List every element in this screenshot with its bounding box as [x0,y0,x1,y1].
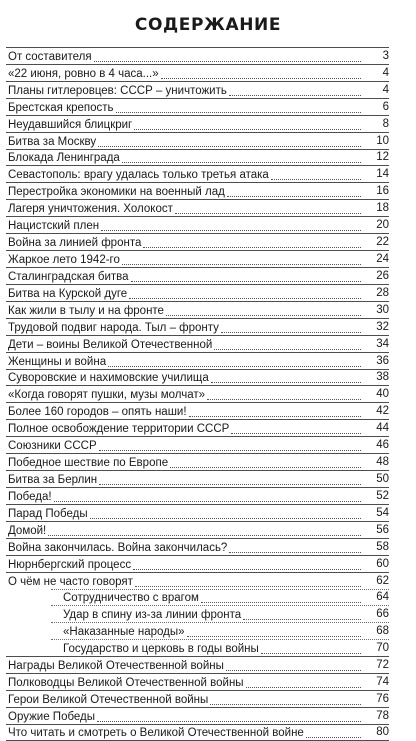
toc-entry-line [8,337,361,352]
toc-entry-title: Дети – воины Великой Отечественной [8,338,213,351]
dot-leader [161,77,361,79]
toc-page-number: 38 [376,371,389,384]
toc-entry-line [63,590,361,605]
dot-leader [231,432,361,434]
dot-leader [261,652,361,654]
toc-page-number: 10 [376,134,389,147]
toc-page-number: 60 [376,557,389,570]
dot-leader [129,297,361,299]
toc-entry-title: Женщины и война [8,355,107,368]
dot-leader [122,263,361,265]
dot-leader [187,635,361,637]
toc-entry [6,115,389,132]
toc-page-number: 40 [376,388,389,401]
toc-entry [6,165,389,182]
toc-entry [6,182,389,199]
toc-entry-title: Трудовой подвиг народа. Тыл – фронту [8,321,219,334]
dot-leader [271,178,361,180]
toc-entry-line [8,218,361,233]
toc-page-number: 22 [376,236,389,249]
toc-entry-line [8,201,361,216]
toc-entry-title: Лагеря уничтожения. Холокост [8,203,173,216]
toc-entry-line [8,150,361,165]
toc-entry-title: Битва на Курской дуге [8,287,128,300]
dot-leader [133,568,361,570]
toc-entry-line [8,692,361,707]
toc-entry-title: «22 июня, ровно в 4 часа...» [8,67,159,80]
toc-entry-title: Перестройка экономики на военный лад [8,186,225,199]
toc-subentry [6,639,389,656]
toc-entry-line [8,387,361,402]
toc-subentry [6,589,389,606]
toc-entry-line [8,472,361,487]
toc-entry-line [8,438,361,453]
toc-entry [6,690,389,707]
dot-leader [101,229,361,231]
toc-page-number: 3 [382,49,389,62]
toc-entry-title: Парад Победы [8,507,88,520]
toc-entry-title: Неудавшийся блицкриг [8,118,133,131]
toc-entry-line [8,540,361,555]
toc-entry-title: Война за линией фронта [8,237,142,250]
toc-entry [6,47,389,64]
toc-entry-line [8,269,361,284]
toc-entry [6,724,389,741]
toc-entry-line [63,607,361,622]
toc-entry [6,487,389,504]
toc-entry-line [8,286,361,301]
toc-entry-line [8,574,361,589]
dot-leader [229,94,361,96]
toc-entry [6,352,389,369]
dot-leader [134,128,361,130]
dot-leader [243,618,361,620]
toc-entry-title: «Когда говорят пушки, музы молчат» [8,389,206,402]
dot-leader [116,111,361,113]
toc-page-number: 74 [376,676,389,689]
toc-entry-line [8,354,361,369]
toc-entry-line [8,134,361,149]
toc-entry [6,284,389,301]
toc-entry-line [8,370,361,385]
toc-entry-title: От составителя [8,50,92,63]
dot-leader [97,720,361,722]
toc-entry-line [8,421,361,436]
toc-entry-line [8,100,361,115]
toc-entry-title: Севастополь: врагу удалась только третья атака [8,169,269,182]
toc-page-number: 80 [376,725,389,738]
dot-leader [229,551,361,553]
toc-entry [6,199,389,216]
toc-page-number: 78 [376,709,389,722]
toc-entry [6,656,389,673]
toc-page-number: 76 [376,692,389,705]
toc-entry [6,250,389,267]
toc-entry-line [8,404,361,419]
toc-page-number: 24 [376,252,389,265]
toc-entry [6,470,389,487]
toc-entry-title: Домой! [8,524,47,537]
toc-entry-line [8,709,361,724]
toc-entry [6,301,389,318]
toc-page-number: 34 [376,337,389,350]
toc-entry-title: Битва за Берлин [8,473,98,486]
dot-leader [98,145,361,147]
toc-entry-line [8,49,361,64]
toc-entry [6,673,389,690]
dot-leader [189,415,361,417]
toc-entry [6,64,389,81]
toc-page-number: 12 [376,151,389,164]
toc-list [6,47,389,741]
toc-page-number: 58 [376,540,389,553]
toc-entry-line [8,489,361,504]
toc-page-number: 28 [376,286,389,299]
toc-entry-title: «Наказанные народы» [63,626,185,639]
toc-entry-title: Планы гитлеровцев: СССР – уничтожить [8,84,227,97]
toc-entry-line [63,624,361,639]
toc-entry-line [8,235,361,250]
toc-entry-line [63,641,361,656]
dot-leader [207,398,361,400]
toc-page-number: 26 [376,269,389,282]
toc-entry [6,538,389,555]
toc-entry [6,216,389,233]
toc-page-number: 54 [376,506,389,519]
toc-entry-title: Блокада Ленинграда [8,152,120,165]
toc-entry [6,504,389,521]
toc-entry-title: Удар в спину из-за линии фронта [63,609,242,622]
dot-leader [48,534,361,536]
toc-entry-title: Что читать и смотреть о Великой Отечественной войне [8,726,304,739]
toc-entry-line [8,184,361,199]
toc-page-number: 30 [376,303,389,316]
dot-leader [221,331,361,333]
page-title: СОДЕРЖАНИЕ [134,15,282,35]
toc-entry-title: Полководцы Великой Отечественной войны [8,677,244,690]
dot-leader [226,669,361,671]
dot-leader [227,195,361,197]
dot-leader [94,60,361,62]
toc-entry [6,81,389,98]
dot-leader [246,686,361,688]
toc-entry [6,98,389,115]
toc-entry [6,233,389,250]
toc-page-number: 48 [376,456,389,469]
toc-entry-title: Победное шествие по Европе [8,457,169,470]
toc-page-number: 4 [382,83,389,96]
toc-entry-title: Суворовские и нахимовские училища [8,372,209,385]
toc-entry-title: Как жили в тылу и на фронте [8,304,164,317]
toc-entry [6,521,389,538]
toc-entry-line [8,303,361,318]
toc-entry-title: Битва за Москву [8,135,97,148]
toc-entry-title: Нацистский плен [8,220,100,233]
dot-leader [166,314,361,316]
toc-page-number: 14 [376,168,389,181]
toc-page-number: 4 [382,66,389,79]
toc-entry [6,149,389,166]
toc-entry [6,707,389,724]
dot-leader [143,246,361,248]
toc-entry [6,555,389,572]
toc-entry-title: Союзники СССР [8,440,97,453]
toc-entry-title: Герои Великой Отечественной войны [8,693,209,706]
toc-entry [6,318,389,335]
toc-page-number: 8 [382,117,389,130]
dot-leader [99,483,361,485]
toc-entry-line [8,167,361,182]
toc-entry-line [8,252,361,267]
toc-entry [6,335,389,352]
toc-entry [6,369,389,386]
toc-entry-line [8,675,361,690]
toc-entry-line [8,455,361,470]
toc-entry-title: Полное освобождение территории СССР [8,423,230,436]
toc-entry-line [8,506,361,521]
toc-page-number: 32 [376,320,389,333]
toc-entry-line [8,557,361,572]
toc-subentry [6,605,389,622]
dot-leader [99,449,361,451]
toc-entry-line [8,725,361,740]
toc-entry-title: Сотрудничество с врагом [63,592,199,605]
toc-entry-title: Награды Великой Отечественной войны [8,660,224,673]
dot-leader [211,381,361,383]
toc-page-number: 6 [382,100,389,113]
toc-entry-title: Сталинградская битва [8,270,129,283]
toc-entry-title: Брестская крепость [8,101,114,114]
toc-entry-title: Победа! [8,490,52,503]
toc-entry-line [8,83,361,98]
toc-entry-line [8,320,361,335]
toc-entry [6,572,389,589]
toc-entry [6,402,389,419]
dot-leader [135,585,361,587]
toc-page-number: 16 [376,185,389,198]
toc-page-number: 56 [376,523,389,536]
toc-page-number: 62 [376,574,389,587]
toc-entry-title: Война закончилась. Война закончилась? [8,541,228,554]
toc-page-number: 64 [376,591,389,604]
toc-entry [6,453,389,470]
toc-page-number: 72 [376,659,389,672]
toc-entry-line [8,523,361,538]
toc-page-number: 70 [376,642,389,655]
toc-entry-title: О чём не часто говорят [8,575,133,588]
toc-entry-title: Оружие Победы [8,710,96,723]
toc-subentry [6,622,389,639]
toc-entry [6,132,389,149]
toc-page-number: 36 [376,354,389,367]
dot-leader [170,466,361,468]
dot-leader [201,601,361,603]
toc-entry [6,419,389,436]
dot-leader [122,161,361,163]
dot-leader [108,365,361,367]
toc-entry [6,267,389,284]
toc-page-number: 42 [376,405,389,418]
dot-leader [210,703,361,705]
toc-entry-title: Нюрнбергский процесс [8,558,132,571]
dot-leader [54,500,361,502]
toc-page-number: 18 [376,202,389,215]
dot-leader [214,348,361,350]
toc-entry [6,385,389,402]
toc-entry-line [8,66,361,81]
toc-page-number: 68 [376,625,389,638]
dot-leader [90,517,361,519]
toc-page-number: 20 [376,219,389,232]
toc-page-number: 46 [376,439,389,452]
dot-leader [306,736,361,738]
dot-leader [175,212,361,214]
toc-page-number: 44 [376,422,389,435]
toc-entry-title: Государство и церковь в годы войны [63,643,259,656]
toc-page-number: 50 [376,472,389,485]
toc-entry-line [8,117,361,132]
toc-entry-title: Жаркое лето 1942-го [8,253,120,266]
toc-entry-title: Более 160 городов – опять наши! [8,406,187,419]
dot-leader [131,280,361,282]
toc-entry-line [8,658,361,673]
toc-page-number: 52 [376,489,389,502]
toc-page-number: 66 [376,608,389,621]
toc-entry [6,436,389,453]
